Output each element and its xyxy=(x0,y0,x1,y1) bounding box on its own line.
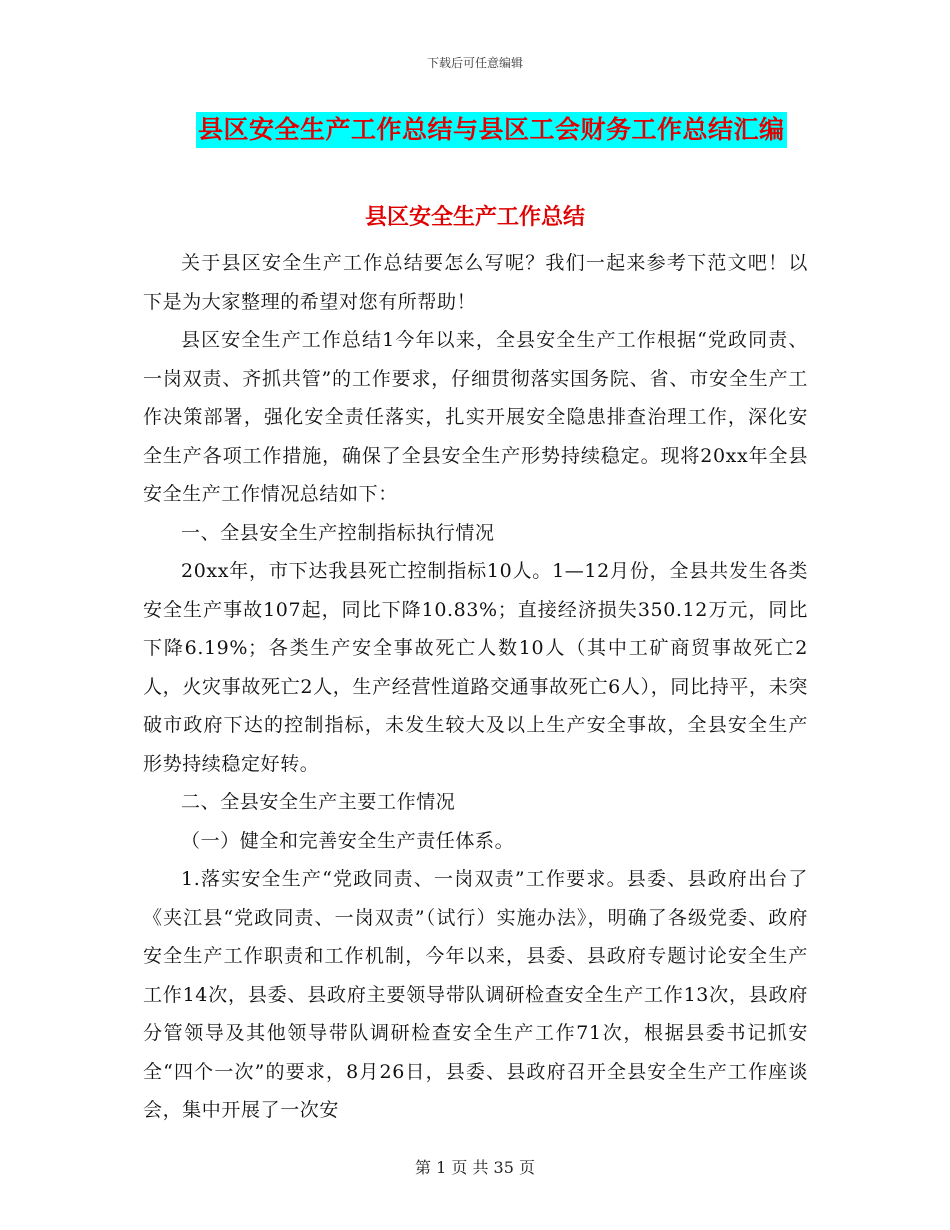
document-title: 县区安全生产工作总结与县区工会财务工作总结汇编 xyxy=(196,112,787,148)
heading-main-work: 二、全县安全生产主要工作情况 xyxy=(181,791,456,813)
document-body xyxy=(143,244,808,1130)
page-footer: 第 1 页 共 35 页 xyxy=(415,1158,535,1177)
paragraph-responsibility-details: 1.落实安全生产“党政同责、一岗双责”工作要求。县委、县政府出台了《夹江县“党政同责、一岗双责”（试行）实施办法》，明确了各级党委、政府安全生产工作职责和工作机制，今年以来，县委、县政府专题讨论安全生产工作14次，县委、县政府主要领导带队调研检查安全生产工作13次，县政府分管领导及其他领导带队调研检查安全生产工作71次，根据县委书记抓安全“四个一次”的要求，8月26日，县委、县政府召开全县安全生产工作座谈会，集中开展了一次安 xyxy=(143,868,808,1121)
heading-control-indicators: 一、全县安全生产控制指标执行情况 xyxy=(181,521,495,544)
section-title: 县区安全生产工作总结 xyxy=(364,204,585,230)
heading-responsibility-system: （一）健全和完善安全生产责任体系。 xyxy=(181,829,515,852)
paragraph-summary: 县区安全生产工作总结1今年以来，全县安全生产工作根据“党政同责、一岗双责、齐抓共管”的工作要求，仔细贯彻落实国务院、省、市安全生产工作决策部署，强化安全责任落实，扎实开展安全隐患排查治理工作，深化安全生产各项工作措施，确保了全县安全生产形势持续稳定。现将20xx年全县安全生产工作情况总结如下： xyxy=(143,329,808,505)
paragraph-statistics: 20xx年，市下达我县死亡控制指标10人。1—12月份，全县共发生各类安全生产事故107起，同比下降10.83%；直接经济损失350.12万元，同比下降6.19%；各类生产安全事故死亡人数10人（其中工矿商贸事故死亡2人，火灾事故死亡2人，生产经营性道路交通事故死亡6人），同比持平，未突破市政府下达的控制指标，未发生较大及以上生产安全事故，全县安全生产形势持续稳定好转。 xyxy=(143,560,808,775)
paragraph-intro: 关于县区安全生产工作总结要怎么写呢？我们一起来参考下范文吧！以下是为大家整理的希望对您有所帮助！ xyxy=(143,252,808,313)
header-note: 下载后可任意编辑 xyxy=(426,56,523,70)
